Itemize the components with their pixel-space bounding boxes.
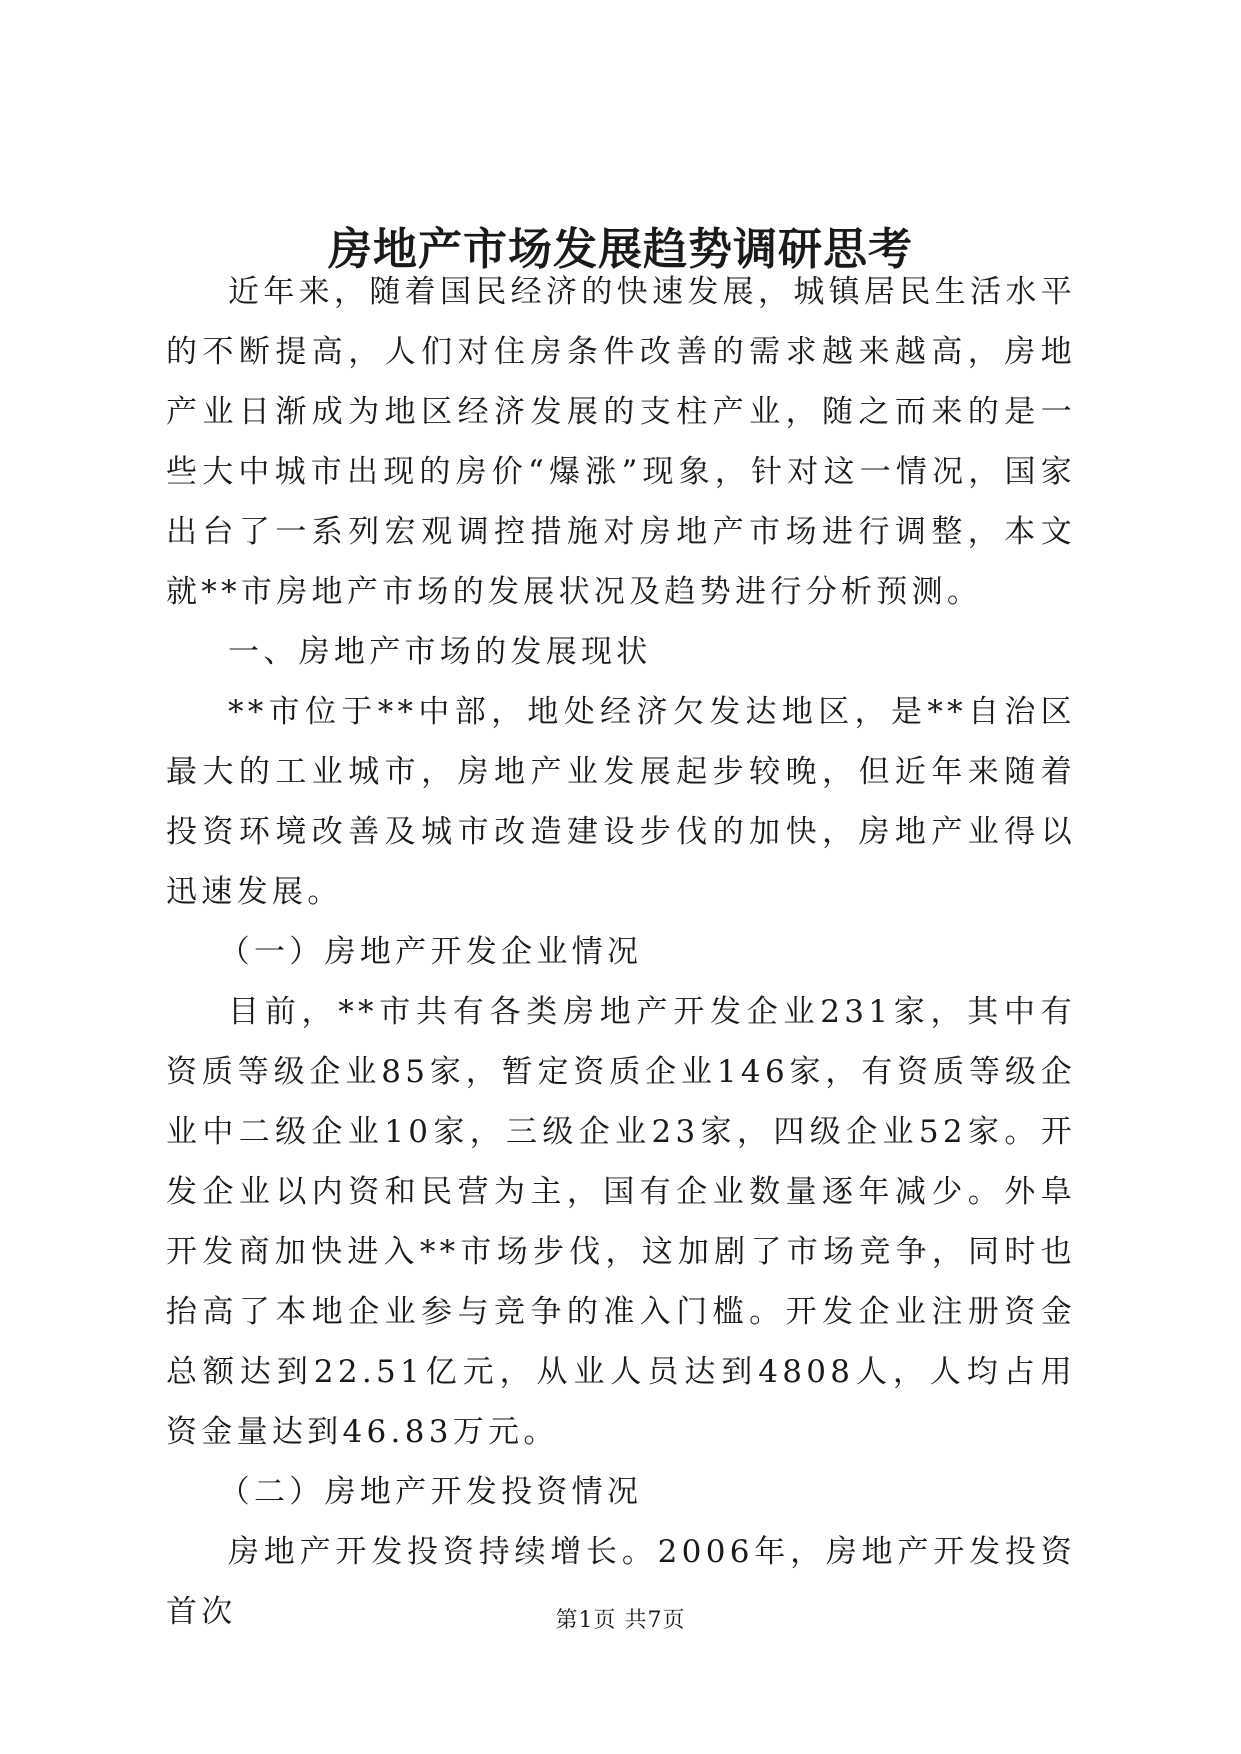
page-title: 房地产市场发展趋势调研思考 — [328, 224, 913, 275]
subsection-heading: （二）房地产开发投资情况 — [218, 1474, 643, 1510]
intro-paragraph: 近年来，随着国民经济的快速发展，城镇居民生活水平的不断提高，人们对住房条件改善的需求越来越高，房地产业日渐成为地区经济发展的支柱产业，随之而来的是一些大中城市出现的房价“爆涨”现象，针对这一情况，国家出台了一系列宏观调控措施对房地产市场进行调整，本文就**市房地产市场的发展状况及趋势进行分析预测。 — [166, 274, 1076, 610]
body-paragraph: **市位于**中部，地处经济欠发达地区，是**自治区最大的工业城市，房地产业发展起步较晚，但近年来随着投资环境改善及城市改造建设步伐的加快，房地产业得以迅速发展。 — [166, 694, 1076, 910]
page-footer: 第1页 共7页 — [555, 1608, 686, 1633]
body-paragraph: 目前，**市共有各类房地产开发企业231家，其中有资质等级企业85家，暂定资质企业146家，有资质等级企业中二级企业10家，三级企业23家，四级企业52家。开发企业以内资和民营为主，国有企业数量逐年减少。外阜开发商加快进入**市场步伐，这加剧了市场竞争，同时也抬高了本地企业参与竞争的准入门槛。开发企业注册资金总额达到22.51亿元，从业人员达到4808人，人均占用资金量达到46.83万元。 — [166, 994, 1076, 1450]
document-body — [166, 262, 1076, 1642]
section-heading: 一、房地产市场的发展现状 — [228, 634, 652, 670]
subsection-heading: （一）房地产开发企业情况 — [218, 934, 643, 970]
body-paragraph: 房地产开发投资持续增长。2006年，房地产开发投资首次 — [166, 1534, 1076, 1630]
